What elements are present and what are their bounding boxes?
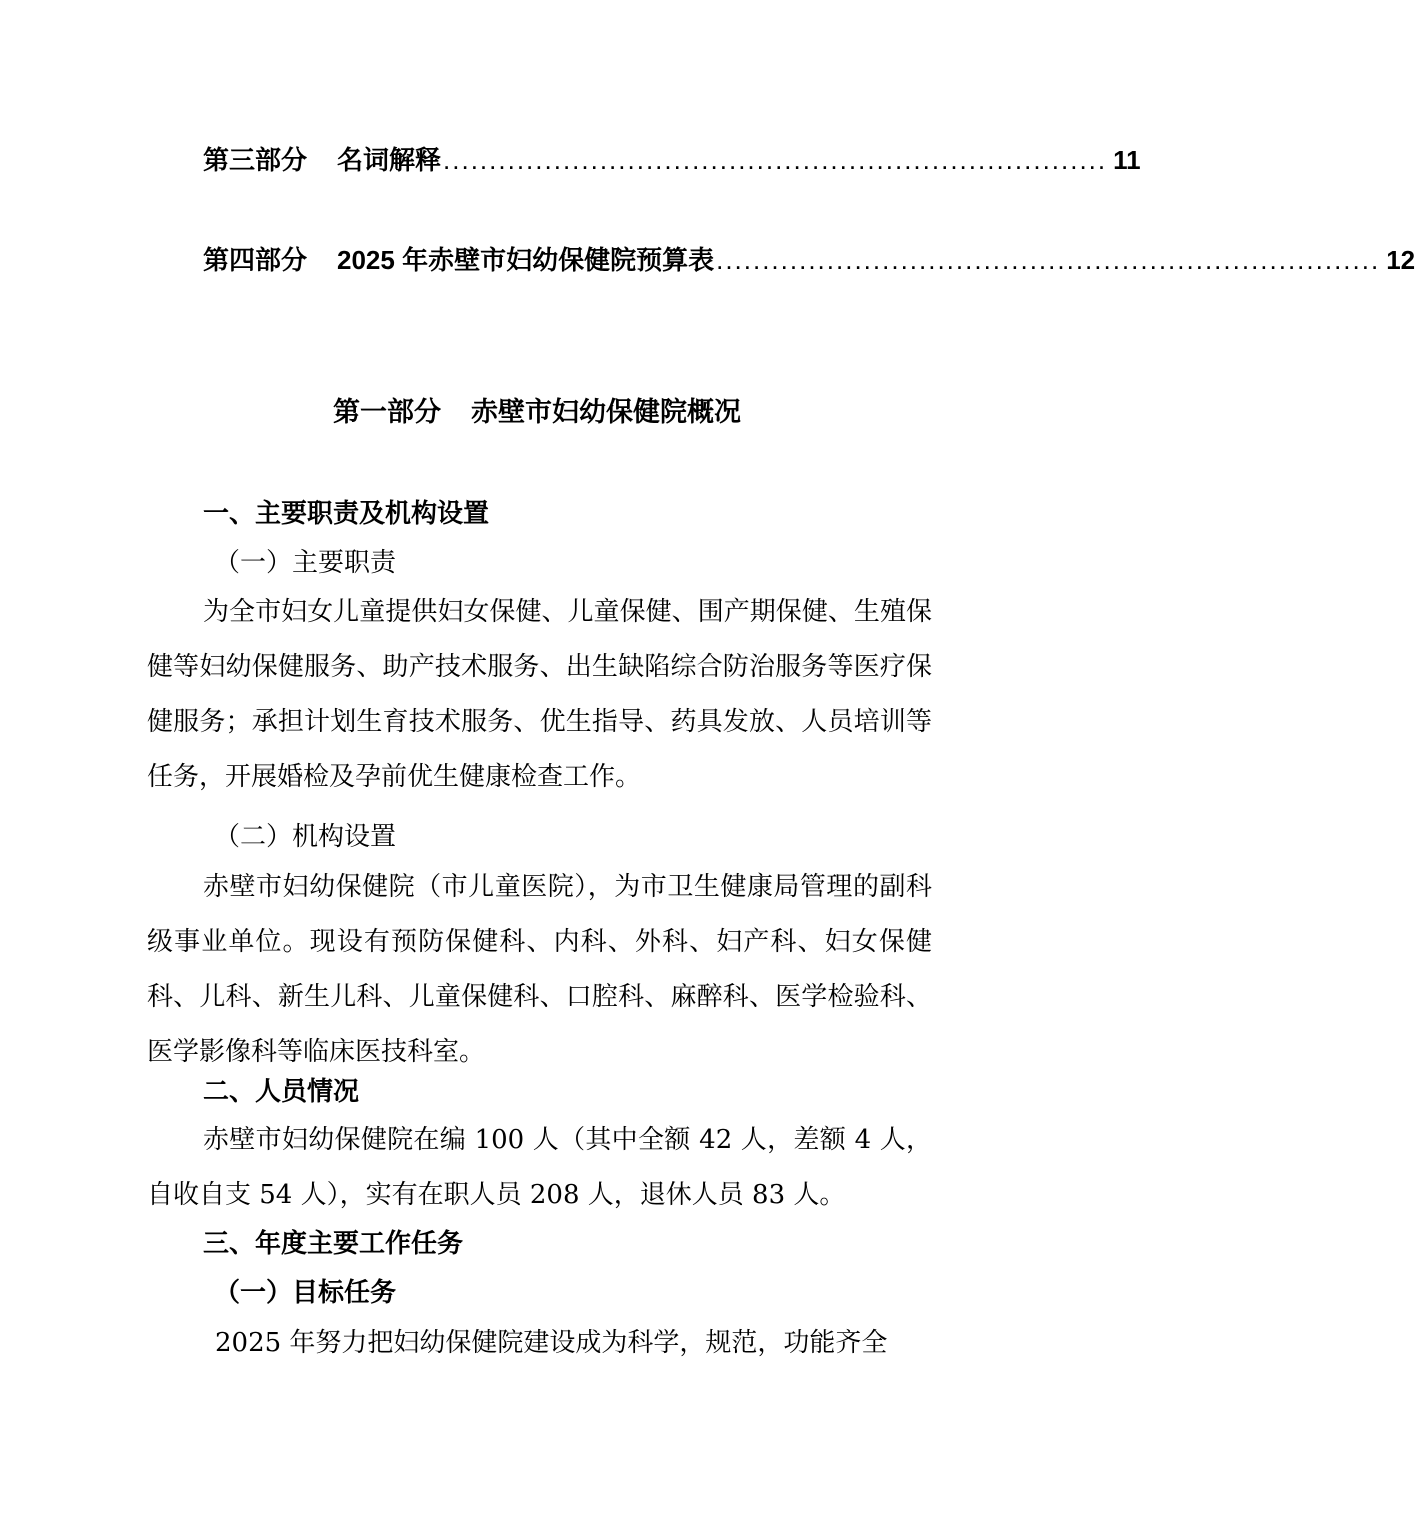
subsection-heading: （一）目标任务 bbox=[214, 1278, 397, 1308]
toc-page-number: 12 bbox=[1386, 245, 1415, 275]
toc-leader-dots: ........................................................................ bbox=[716, 245, 1381, 275]
paragraph-staffing: 赤壁市妇幼保健院在编 100 人（其中全额 42 人，差额 4 人，自收自支 54 人），实有在职人员 208 人，退休人员 83 人。 bbox=[147, 1125, 932, 1210]
paragraph-organization: 赤壁市妇幼保健院（市儿童医院），为市卫生健康局管理的副科级事业单位。现设有预防保健科、内科、外科、妇产科、妇女保健科、儿科、新生儿科、儿童保健科、口腔科、麻醉科、医学检验科、医学影像科等临床医技科室。 bbox=[147, 872, 932, 1067]
subsection-heading: （一）主要职责 bbox=[214, 548, 397, 578]
paragraph-goals: 2025 年努力把妇幼保健院建设成为科学，规范，功能齐全 bbox=[215, 1328, 888, 1358]
part-title bbox=[0, 392, 1074, 432]
section-heading: 二、人员情况 bbox=[203, 1076, 360, 1106]
part-label: 第一部分 bbox=[333, 397, 441, 427]
toc-part-label: 第四部分 bbox=[203, 245, 308, 275]
section-heading: 一、主要职责及机构设置 bbox=[203, 498, 490, 528]
toc-part-label: 第三部分 bbox=[203, 145, 308, 175]
toc-entry-part4[interactable] bbox=[203, 240, 1415, 280]
toc-part-title: 2025 年赤壁市妇幼保健院预算表 bbox=[337, 245, 715, 275]
paragraph-main-duties: 为全市妇女儿童提供妇女保健、儿童保健、围产期保健、生殖保健等妇幼保健服务、助产技术服务、出生缺陷综合防治服务等医疗保健服务；承担计划生育技术服务、优生指导、药具发放、人员培训等任务，开展婚检及孕前优生健康检查工作。 bbox=[147, 597, 932, 792]
toc-page-number: 11 bbox=[1113, 145, 1141, 175]
toc-leader-dots: ........................................................................ bbox=[443, 145, 1108, 175]
part-heading: 赤壁市妇幼保健院概况 bbox=[471, 397, 741, 427]
toc-entry-part3[interactable] bbox=[203, 140, 1141, 180]
subsection-heading: （二）机构设置 bbox=[214, 822, 397, 852]
toc-part-title: 名词解释 bbox=[337, 145, 442, 175]
section-heading: 三、年度主要工作任务 bbox=[203, 1228, 464, 1258]
